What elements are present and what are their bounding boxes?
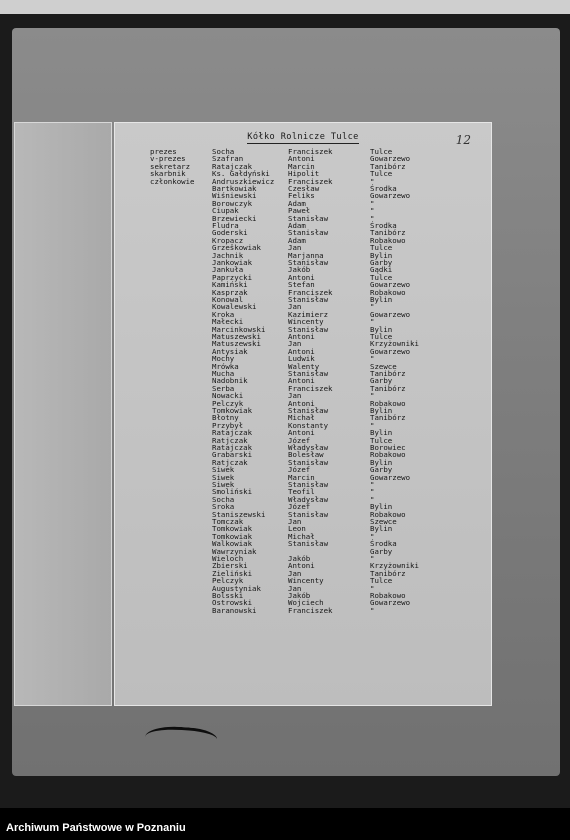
surname-cell: Paprzycki xyxy=(212,272,253,282)
surname-cell: Matuszewski xyxy=(212,332,261,341)
surname-cell: Staniszewski xyxy=(212,509,266,519)
given-name-cell: Jan xyxy=(288,583,302,593)
place-cell: Robakowo xyxy=(370,287,406,297)
given-name-cell: Jan xyxy=(288,391,302,401)
surname-cell: Kropacz xyxy=(212,235,244,245)
place-cell: Krzyżowniki xyxy=(370,561,419,571)
place-cell: " xyxy=(370,554,375,563)
place-cell: Tulce xyxy=(370,272,393,282)
place-cell: Środka xyxy=(370,221,397,230)
place-cell: Tanibórz xyxy=(370,413,406,423)
surname-cell: Tomkowiak xyxy=(212,406,253,415)
place-cell: " xyxy=(370,213,375,223)
place-cell: Robakowo xyxy=(370,450,406,460)
place-cell: Garby xyxy=(370,465,393,475)
given-name-cell: Michał xyxy=(288,531,315,541)
role-label: v-prezes xyxy=(150,154,186,164)
given-name-cell: Antoni xyxy=(288,428,315,438)
role-label: członkowie xyxy=(150,176,195,186)
given-name-cell: Władysław xyxy=(288,443,329,452)
place-cell: Bylin xyxy=(370,524,393,534)
given-name-cell: Adam xyxy=(288,235,306,245)
surname-cell: Tomkowiak xyxy=(212,531,253,541)
place-cell: Szewce xyxy=(370,361,397,371)
given-name-cell: Antoni xyxy=(288,376,315,386)
given-name-cell: Feliks xyxy=(288,191,315,201)
surname-cell: Mrówka xyxy=(212,361,239,371)
surname-cell: Bolsski xyxy=(212,591,244,600)
place-cell: Bylin xyxy=(370,324,393,334)
place-cell: Robakowo xyxy=(370,591,406,600)
archive-label: Archiwum Państwowe w Poznaniu xyxy=(6,822,186,834)
surname-cell: Kamiński xyxy=(212,280,248,290)
given-name-cell: Leon xyxy=(288,524,306,534)
place-cell: Tulce xyxy=(370,243,393,253)
place-cell: Bylin xyxy=(370,502,393,512)
given-name-cell: Stanisław xyxy=(288,258,329,267)
surname-cell: Wieloch xyxy=(212,554,244,563)
given-name-cell: Bolesław xyxy=(288,450,324,460)
surname-cell: Jankuła xyxy=(212,265,244,275)
given-name-cell: Jakób xyxy=(288,554,311,563)
surname-cell: Kowalewski xyxy=(212,302,257,312)
surname-cell: Socha xyxy=(212,494,235,504)
surname-cell: Siwek xyxy=(212,465,235,475)
surname-cell: Szafran xyxy=(212,154,244,164)
given-name-cell: Stanisław xyxy=(288,369,329,378)
surname-cell: Grabarski xyxy=(212,450,253,460)
surname-cell: Pelczyk xyxy=(212,576,244,586)
place-cell: " xyxy=(370,391,375,401)
surname-cell: Baranowski xyxy=(212,605,257,615)
given-name-cell: Jan xyxy=(288,302,302,312)
place-cell: Gowarzewo xyxy=(370,346,411,356)
given-name-cell: Stanisław xyxy=(288,539,329,549)
surname-cell: Borowczyk xyxy=(212,198,253,208)
given-name-cell: Antoni xyxy=(288,398,315,408)
place-cell: Garby xyxy=(370,546,393,556)
place-cell: " xyxy=(370,487,375,497)
place-cell: " xyxy=(370,206,375,216)
place-cell: Bylin xyxy=(370,295,393,304)
place-cell: " xyxy=(370,583,375,593)
surname-cell: Andruszkiewicz xyxy=(212,176,275,186)
place-cell: Bylin xyxy=(370,250,393,260)
surname-cell: Ratjczak xyxy=(212,457,248,467)
given-name-cell: Jakób xyxy=(288,265,311,275)
place-cell: Tulce xyxy=(370,147,393,156)
surname-cell: Zieliński xyxy=(212,568,253,578)
place-cell: Tulce xyxy=(370,435,393,445)
document-title: Kółko Rolnicze Tulce xyxy=(247,132,359,142)
role-label: prezes xyxy=(150,147,177,156)
place-cell: " xyxy=(370,531,375,541)
given-name-cell: Józef xyxy=(288,435,311,445)
given-name-cell: Antoni xyxy=(288,154,315,164)
place-cell: Tanibórz xyxy=(370,161,406,171)
surname-cell: Nowacki xyxy=(212,391,244,401)
place-cell: Robakowo xyxy=(370,509,406,519)
surname-cell: Błotny xyxy=(212,413,239,423)
adjacent-page xyxy=(14,122,112,706)
surname-cell: Ratajczak xyxy=(212,443,253,452)
given-name-cell: Wincenty xyxy=(288,317,324,327)
surname-cell: Ciupak xyxy=(212,206,239,216)
place-cell: Tulce xyxy=(370,576,393,586)
place-cell: Bylin xyxy=(370,428,393,438)
given-name-cell: Jan xyxy=(288,517,302,526)
given-name-cell: Antoni xyxy=(288,561,315,571)
given-name-cell: Franciszek xyxy=(288,287,333,297)
place-cell: Tanibórz xyxy=(370,369,406,378)
place-cell: Środka xyxy=(370,184,397,193)
surname-cell: Walkowiak xyxy=(212,539,253,549)
given-name-cell: Marjanna xyxy=(288,250,324,260)
given-name-cell: Marcin xyxy=(288,472,315,482)
surname-cell: Goderski xyxy=(212,228,248,238)
place-cell: " xyxy=(370,302,375,312)
surname-cell: Serba xyxy=(212,383,235,393)
given-name-cell: Władysław xyxy=(288,494,329,504)
given-name-cell: Konstanty xyxy=(288,420,329,430)
place-cell: Gowarzewo xyxy=(370,280,411,290)
place-cell: Szewce xyxy=(370,517,397,526)
surname-cell: Antysiak xyxy=(212,346,248,356)
place-cell: Robakowo xyxy=(370,235,406,245)
surname-cell: Wawrzyniak xyxy=(212,546,257,556)
given-name-cell: Kazimierz xyxy=(288,309,329,319)
given-name-cell: Wincenty xyxy=(288,576,324,586)
given-name-cell: Stanisław xyxy=(288,295,329,304)
surname-cell: Sroka xyxy=(212,502,235,512)
place-cell: Tanibórz xyxy=(370,228,406,238)
surname-cell: Ratajczak xyxy=(212,161,253,171)
given-name-cell: Teofil xyxy=(288,487,315,497)
given-name-cell: Czesław xyxy=(288,184,320,193)
place-cell: Robakowo xyxy=(370,398,406,408)
place-cell: " xyxy=(370,420,375,430)
surname-cell: Kroka xyxy=(212,309,235,319)
surname-cell: Ratajczak xyxy=(212,428,253,438)
given-name-cell: Stanisław xyxy=(288,228,329,238)
given-name-cell: Stefan xyxy=(288,280,315,290)
given-name-cell: Adam xyxy=(288,198,306,208)
surname-cell: Augustyniak xyxy=(212,583,261,593)
place-cell: Gowarzewo xyxy=(370,472,411,482)
surname-cell: Fludra xyxy=(212,221,239,230)
given-name-cell: Adam xyxy=(288,221,306,230)
given-name-cell: Józef xyxy=(288,465,311,475)
given-name-cell: Walenty xyxy=(288,361,320,371)
table-row xyxy=(115,607,491,615)
document-page xyxy=(114,122,492,706)
given-name-cell: Franciszek xyxy=(288,147,333,156)
given-name-cell: Stanisław xyxy=(288,324,329,334)
given-name-cell: Jakób xyxy=(288,591,311,600)
surname-cell: Małecki xyxy=(212,317,244,327)
surname-cell: Grzeškowiak xyxy=(212,243,261,253)
place-cell: Środka xyxy=(370,539,397,549)
given-name-cell: Stanisław xyxy=(288,406,329,415)
place-cell: " xyxy=(370,176,375,186)
given-name-cell: Józef xyxy=(288,502,311,512)
role-label: sekretarz xyxy=(150,161,191,171)
surname-cell: Zbierski xyxy=(212,561,248,571)
place-cell: Tanibórz xyxy=(370,568,406,578)
place-cell: Bylin xyxy=(370,457,393,467)
place-cell: Borowiec xyxy=(370,443,406,452)
place-cell: " xyxy=(370,605,375,615)
given-name-cell: Jan xyxy=(288,339,302,349)
surname-cell: Brzewiecki xyxy=(212,213,257,223)
place-cell: Bylin xyxy=(370,406,393,415)
place-cell: Gądki xyxy=(370,265,393,275)
place-cell: " xyxy=(370,480,375,489)
given-name-cell: Antoni xyxy=(288,272,315,282)
surname-cell: Przybył xyxy=(212,420,244,430)
surname-cell: Konowal xyxy=(212,295,244,304)
surname-cell: Mochy xyxy=(212,354,235,364)
surname-cell: Siwek xyxy=(212,480,235,489)
given-name-cell: Stanisław xyxy=(288,480,329,489)
surname-cell: Siwek xyxy=(212,472,235,482)
role-label: skarbnik xyxy=(150,169,186,179)
given-name-cell: Jan xyxy=(288,568,302,578)
place-cell: Tulce xyxy=(370,169,393,179)
surname-cell: Tomkowiak xyxy=(212,524,253,534)
place-cell: " xyxy=(370,198,375,208)
surname-cell: Tomczak xyxy=(212,517,244,526)
surname-cell: Matuszewski xyxy=(212,339,261,349)
given-name-cell: Franciszek xyxy=(288,176,333,186)
surname-cell: Smoliński xyxy=(212,487,253,497)
given-name-cell: Antoni xyxy=(288,346,315,356)
place-cell: " xyxy=(370,317,375,327)
given-name-cell: Franciszek xyxy=(288,383,333,393)
place-cell: " xyxy=(370,354,375,364)
surname-cell: Pelczyk xyxy=(212,398,244,408)
given-name-cell: Marcin xyxy=(288,161,315,171)
surname-cell: Ratjczak xyxy=(212,435,248,445)
place-cell: Garby xyxy=(370,376,393,386)
surname-cell: Jachnik xyxy=(212,250,244,260)
surname-cell: Ostrowski xyxy=(212,598,253,608)
place-cell: Gowarzewo xyxy=(370,191,411,201)
given-name-cell: Stanisław xyxy=(288,213,329,223)
given-name-cell: Stanisław xyxy=(288,457,329,467)
given-name-cell: Stanisław xyxy=(288,509,329,519)
page-number: 12 xyxy=(455,133,471,147)
surname-cell: Bartkowiak xyxy=(212,184,257,193)
surname-cell: Mucha xyxy=(212,369,235,378)
surname-cell: Kasprzak xyxy=(212,287,248,297)
place-cell: " xyxy=(370,494,375,504)
place-cell: Krzyżowniki xyxy=(370,339,419,349)
given-name-cell: Ludwik xyxy=(288,354,315,364)
given-name-cell: Jan xyxy=(288,243,302,253)
place-cell: Gowarzewo xyxy=(370,598,411,608)
surname-cell: Marcinkowski xyxy=(212,324,266,334)
surname-cell: Nadobnik xyxy=(212,376,248,386)
given-name-cell: Antoni xyxy=(288,332,315,341)
given-name-cell: Paweł xyxy=(288,206,311,216)
place-cell: Tulce xyxy=(370,332,393,341)
place-cell: Tanibórz xyxy=(370,383,406,393)
surname-cell: Jankowiak xyxy=(212,258,253,267)
place-cell: Gowarzewo xyxy=(370,154,411,164)
surname-cell: Ks. Gałdyński xyxy=(212,169,270,179)
place-cell: Garby xyxy=(370,258,393,267)
given-name-cell: Michał xyxy=(288,413,315,423)
given-name-cell: Wojciech xyxy=(288,598,324,608)
surname-cell: Wiśniewski xyxy=(212,191,257,201)
place-cell: Gowarzewo xyxy=(370,309,411,319)
surname-cell: Socha xyxy=(212,147,235,156)
given-name-cell: Franciszek xyxy=(288,605,333,615)
given-name-cell: Hipolit xyxy=(288,169,320,179)
